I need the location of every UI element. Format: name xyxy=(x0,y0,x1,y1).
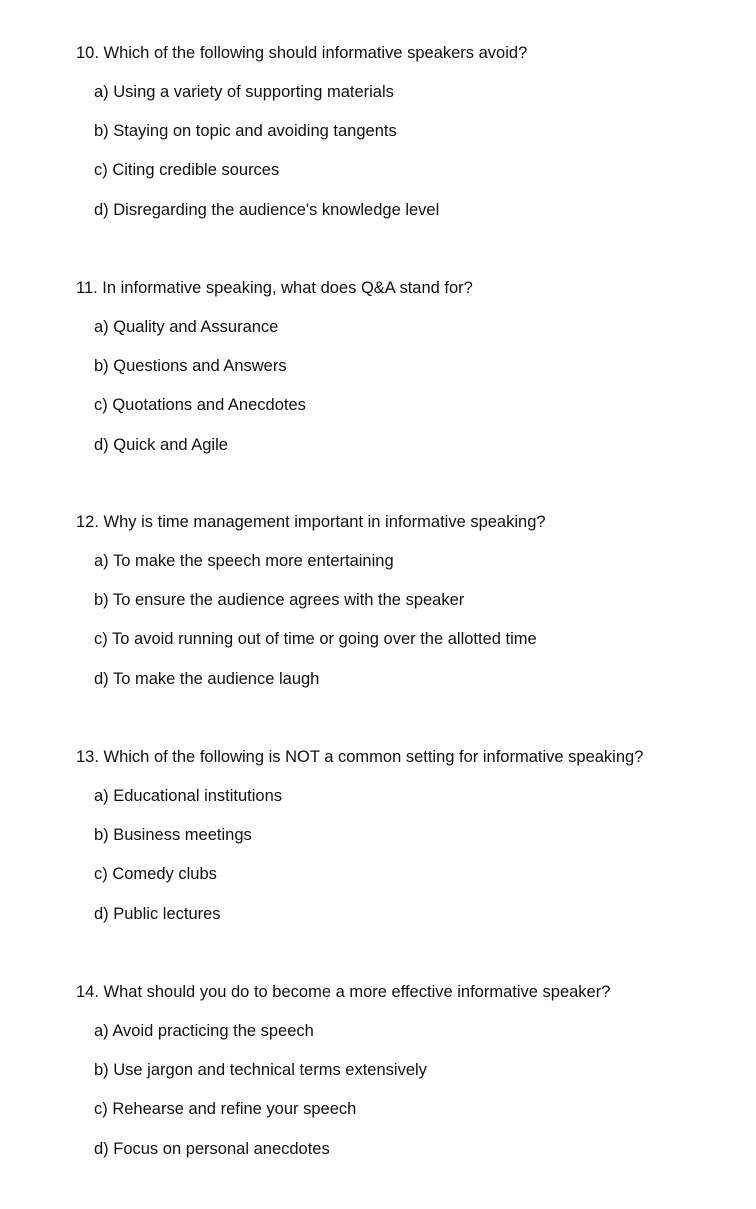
answer-option: d) Focus on personal anecdotes xyxy=(94,1140,330,1158)
question-text: 11. In informative speaking, what does Q&A stand for? xyxy=(76,279,473,297)
answer-option: d) Disregarding the audience's knowledge level xyxy=(94,201,440,219)
answer-option: d) To make the audience laugh xyxy=(94,670,320,688)
answer-option: a) Using a variety of supporting materials xyxy=(94,83,394,101)
answer-option: c) Comedy clubs xyxy=(94,865,217,883)
answer-option: b) To ensure the audience agrees with the speaker xyxy=(94,591,465,609)
answer-option: c) Quotations and Anecdotes xyxy=(94,396,306,414)
answer-option: a) Educational institutions xyxy=(94,787,283,805)
answer-option: b) Staying on topic and avoiding tangents xyxy=(94,122,397,140)
answer-option: c) Rehearse and refine your speech xyxy=(94,1100,357,1118)
answer-option: b) Questions and Answers xyxy=(94,357,287,375)
question-text: 13. Which of the following is NOT a common setting for informative speaking? xyxy=(76,748,644,766)
answer-option: c) Citing credible sources xyxy=(94,161,280,179)
answer-option: a) To make the speech more entertaining xyxy=(94,552,394,570)
answer-option: d) Public lectures xyxy=(94,905,221,923)
question-text: 10. Which of the following should informative speakers avoid? xyxy=(76,44,528,62)
answer-option: b) Use jargon and technical terms extensively xyxy=(94,1061,427,1079)
answer-option: a) Avoid practicing the speech xyxy=(94,1022,314,1040)
answer-option: b) Business meetings xyxy=(94,826,252,844)
question-text: 12. Why is time management important in informative speaking? xyxy=(76,513,546,531)
answer-option: d) Quick and Agile xyxy=(94,436,228,454)
answer-option: a) Quality and Assurance xyxy=(94,318,279,336)
answer-option: c) To avoid running out of time or going over the allotted time xyxy=(94,630,537,648)
question-text: 14. What should you do to become a more effective informative speaker? xyxy=(76,983,611,1001)
